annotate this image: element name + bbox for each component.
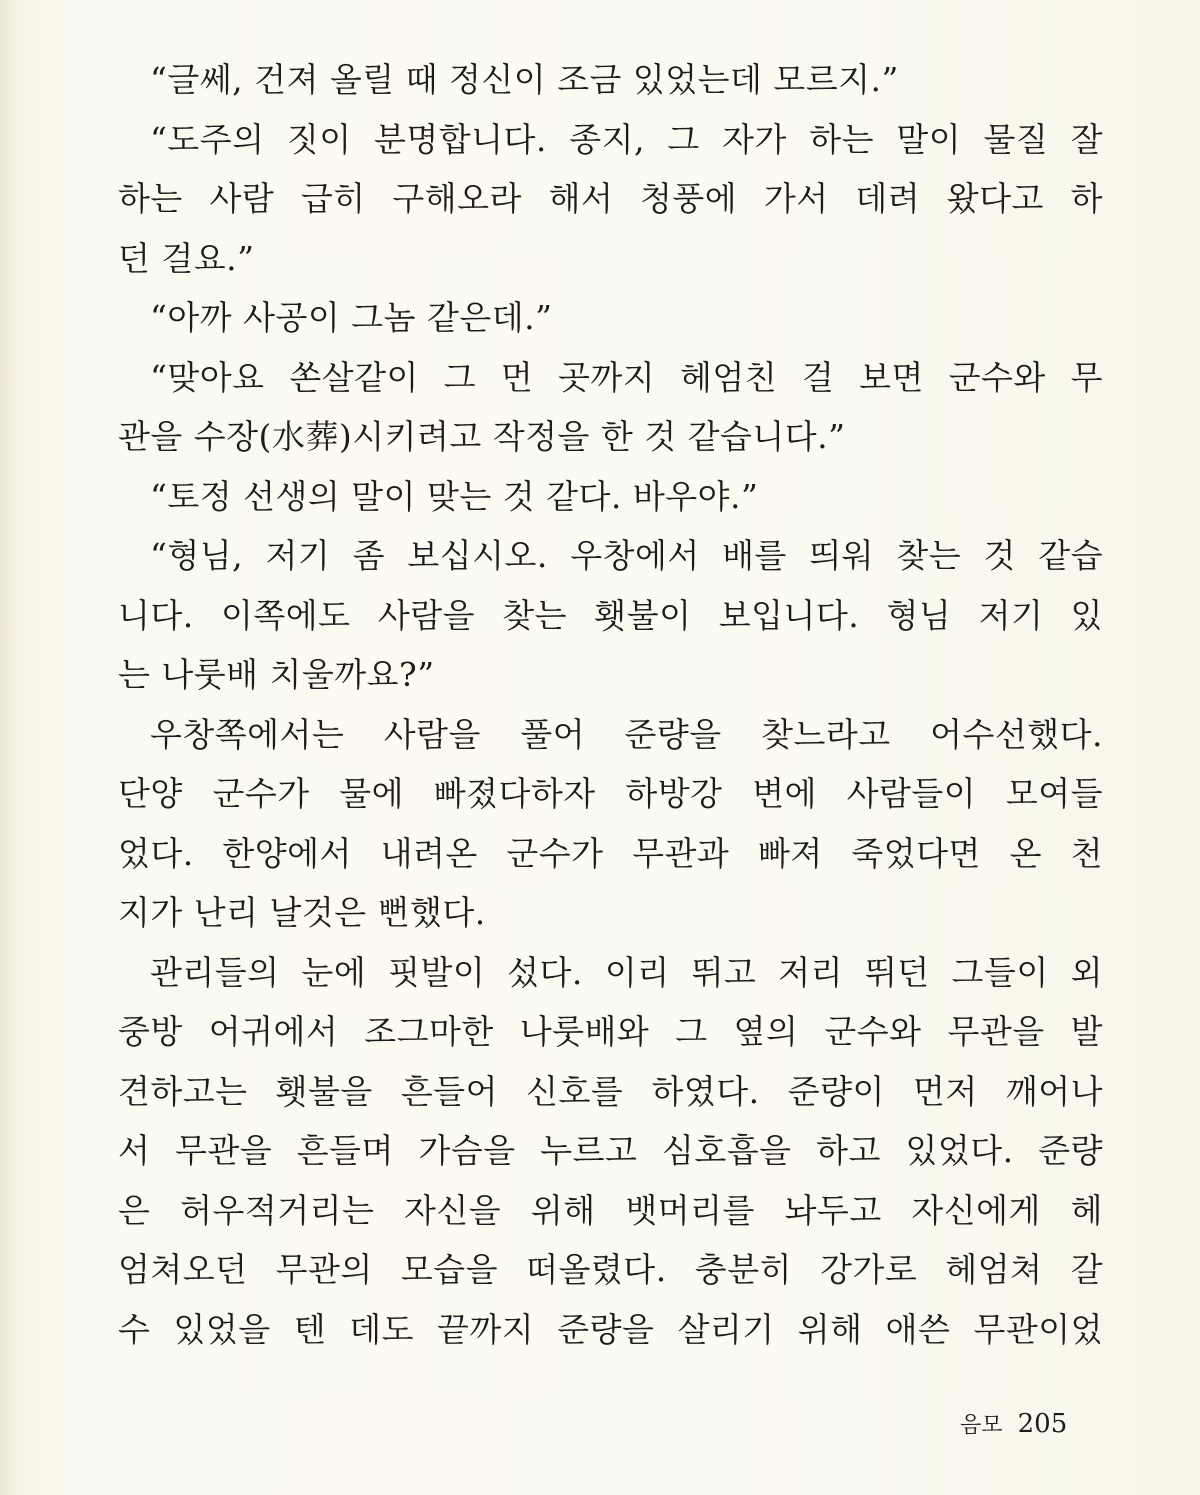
text-line: 지가 난리 날것은 뻔했다. (118, 893, 486, 932)
body-text (118, 50, 1103, 1359)
page-number: 205 (1017, 1409, 1068, 1439)
chapter-title: 음모 (960, 1413, 1003, 1438)
text-line: “형님, 저기 좀 보십시오. 우창에서 배를 띄워 찾는 것 같습 (150, 536, 1103, 575)
text-line: 수 있었을 텐 데도 끝까지 준량을 살리기 위해 애쓴 무관이었 (118, 1309, 1103, 1349)
text-line: 하는 사람 급히 구해오라 해서 청풍에 가서 데려 왔다고 하 (118, 179, 1103, 218)
text-line: 견하고는 횃불을 흔들어 신호를 하였다. 준량이 먼저 깨어나 (118, 1071, 1103, 1111)
page-footer (960, 1408, 1120, 1439)
text-line: 단양 군수가 물에 빠졌다하자 하방강 변에 사람들이 모여들 (118, 774, 1104, 813)
text-line: “글쎄, 건져 올릴 때 정신이 조금 있었는데 모르지.” (150, 60, 899, 99)
text-line: 서 무관을 흔들며 가슴을 누르고 심호흡을 하고 있었다. 준량 (118, 1131, 1103, 1170)
binding-shadow (0, 0, 18, 1495)
text-line: “아까 사공이 그놈 같은데.” (150, 298, 553, 337)
text-line: 엄쳐오던 무관의 모습을 떠올렸다. 충분히 강가로 헤엄쳐 갈 (118, 1250, 1103, 1289)
text-line: “도주의 짓이 분명합니다. 종지, 그 자가 하는 말이 물질 잘 (150, 119, 1103, 159)
text-line: 던 걸요.” (118, 238, 255, 278)
text-line: “맞아요 쏜살같이 그 먼 곳까지 헤엄친 걸 보면 군수와 무 (150, 357, 1103, 397)
text-line: 관리들의 눈에 핏발이 섰다. 이리 뛰고 저리 뛰던 그들이 외 (150, 952, 1103, 992)
text-line: 니다. 이쪽에도 사람을 찾는 횃불이 보입니다. 형님 저기 있 (118, 595, 1103, 635)
text-line: 는 나룻배 치울까요?” (118, 655, 435, 694)
text-line: “토정 선생의 말이 맞는 것 같다. 바우야.” (150, 476, 759, 516)
text-line: 은 허우적거리는 자신을 위해 뱃머리를 놔두고 자신에게 헤 (118, 1190, 1104, 1230)
text-line: 중방 어귀에서 조그마한 나룻배와 그 옆의 군수와 무관을 발 (118, 1012, 1103, 1051)
text-line: 관을 수장(水葬)시키려고 작정을 한 것 같습니다.” (118, 417, 846, 456)
text-line: 우창쪽에서는 사람을 풀어 준량을 찾느라고 어수선했다. (150, 714, 1103, 754)
text-line: 었다. 한양에서 내려온 군수가 무관과 빠져 죽었다면 온 천 (118, 833, 1103, 873)
